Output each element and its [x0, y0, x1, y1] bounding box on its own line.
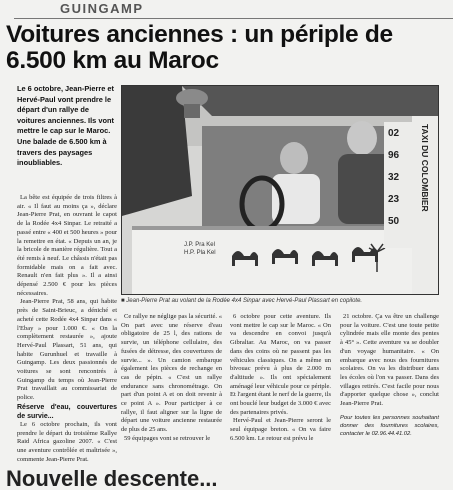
driver-figure — [280, 142, 308, 174]
photo-caption: ■ Jean-Pierre Prat au volant de la Rodée 4x4 Sinpar avec Hervé-Paul Plassart en copilote. — [121, 298, 363, 304]
paragraph: 59 équipages vont se retrouver le — [124, 434, 211, 442]
article-headline: Voitures anciennes : un périple de 6.500 km au Maroc — [6, 21, 393, 74]
paragraph: 6 octobre pour cette aventure. Ils vont mettre le cap sur le Maroc. « On va descendre en convoi jusqu'à Gibraltar. Au Maroc, on va passer dans des coins où ne passent pas les véhicules classiques. On a même un bivouac prévu à plus de 2.000 m d'altitude ». Ils ont spécialement aménagé leur véhicule pour ce périple. Et l'argent étant le nerf de la guerre, ils ont bouclé leur budget de 3.000 € avec des partenaires privés. — [230, 313, 331, 416]
section-label: GUINGAMP — [60, 1, 144, 16]
copilot-figure — [347, 121, 377, 155]
column-left — [17, 194, 117, 464]
column-4 — [340, 313, 439, 438]
phone-digit: 23 — [388, 194, 400, 205]
paragraph: Le 6 octobre prochain, ils vont prendre le départ du troisième Rallye Raid Africa gazoline 2007. « C'est une aventure contrôlée et maîtrisée », commente Jean-Pierre Prat. — [17, 420, 117, 463]
paragraph: Jean-Pierre Prat, 58 ans, qui habite près de Saint-Brieuc, a déniché et acheté cette Rodée 4x4 Sinpar dans « l'Ebay » pour 1.000 €. « On la complètement restaurée », ajoute Hervé-Paul Plassart, 51 ans, qui habite Gurunhuel et travaille à Guingamp. Les deux passionnés de voitures se sont rencontrés à Guingamp du temps où Jean-Pierre Prat travaillait au commissariat de police. — [17, 298, 117, 402]
section-header — [14, 0, 453, 19]
phone-digit: 50 — [388, 216, 400, 227]
paragraph: Ce rallye ne néglige pas la sécurité. « On part avec une réserve d'eau obligatoire de 25 l, des rations de survie, un téléphone cellulaire, des fusées de détresse, des couvertures de survie... ». Un camion embarque également les pièces de rechange en cas de pépin. « C'est un rallye endurance sans chronométrage. On part d'un point A et on doit revenir à ce point A ». Pour participer à ce rallye, il faut aligner sur la ligne de départ une voiture ancienne restaurée de plus de 25 ans. — [121, 313, 222, 434]
photo-illustration — [122, 86, 438, 294]
plate-line-2: H.P. Pla Kel — [184, 250, 216, 256]
phone-digit: 02 — [388, 128, 400, 139]
article-photo — [121, 85, 439, 295]
plate-line-1: J.P. Pra Kel — [184, 242, 215, 248]
paragraph: Hervé-Paul et Jean-Pierre seront le seul équipage breton. « On va faire 6.500 km. Le retour est prévu le — [230, 417, 331, 442]
next-article-headline: Nouvelle descente... — [6, 468, 218, 490]
phone-digit: 32 — [388, 172, 400, 183]
contact-note: Pour toutes les personnes souhaitant donner des fournitures scolaires, contacter le 02.96.44.41.02. — [340, 414, 439, 437]
article-lede: Le 6 octobre, Jean-Pierre et Hervé-Paul vont prendre le départ d'un rallye de voitures anciennes. Ils vont mettre le cap sur le Maroc. Une balade de 6.500 km à travers des paysages inoubliables. — [17, 84, 114, 168]
subhead: Réserve d'eau, couvertures de survie... — [17, 403, 117, 420]
column-2 — [121, 313, 222, 444]
paragraph: 21 octobre. Ça va être un challenge pour la voiture. C'est une toute petite cylindrée mais elle monte des pentes à 45° ». Cette aventure va se doubler d'un voyage humanitaire. « On embarque avec nous des fournitures scolaires. On va les distribuer dans les écoles où l'on va passer. Dans des villages retirés. C'est facile pour nous d'apporter quelque chose », conclut Jean-Pierre Prat. — [340, 313, 439, 408]
column-3 — [230, 313, 331, 444]
phone-digit: 96 — [388, 150, 400, 161]
door-lettering: TAXI DU COLOMBIER — [420, 124, 430, 212]
paragraph: La bête est équipée de trois filtres à air. « Il faut au moins ça », déclare Jean-Pierre Prat, en ouvrant le capot de la Rodée 4x4 Sinpar. Le retraité a passé entre « 400 et 500 heures » pour la remettre en état. « Depuis un an, je la bricole de manière régulière. Tout a été remis à neuf. Le châssis n'était pas formidable mais on a fait avec. Renault n'en fait plus ». Il a ainsi dépensé 2.500 € pour les pièces nécessaires. — [17, 194, 117, 297]
